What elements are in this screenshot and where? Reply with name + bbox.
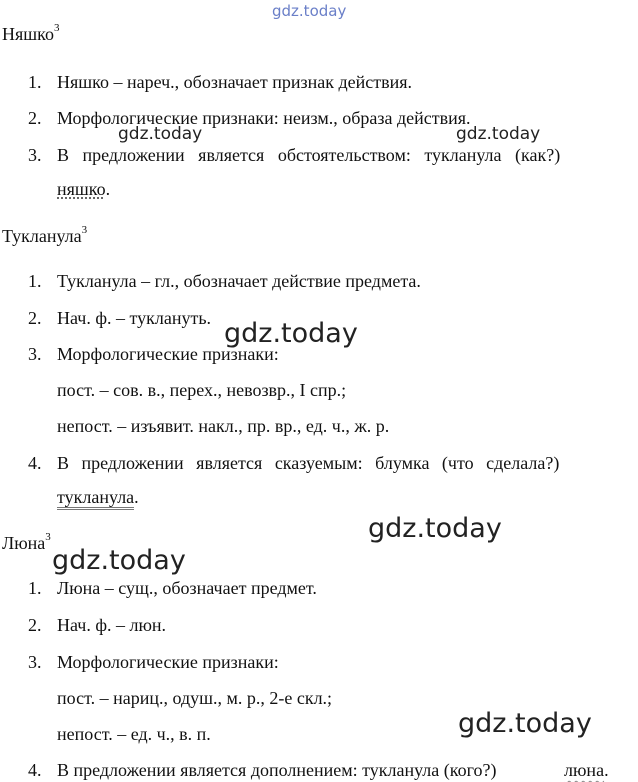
item-text: Морфологические признаки: [57, 344, 279, 364]
item-number: 1. [28, 578, 42, 598]
item-text: В предложении является сказуемым: блумка (что сделала?) [57, 453, 560, 473]
watermark: gdz.today [368, 513, 502, 544]
item-continuation: тукланула. [57, 487, 139, 508]
item-subline: непост. – изъявит. накл., пр. вр., ед. ч., ж. р. [57, 416, 390, 436]
item-number: 2. [28, 108, 42, 128]
watermark-top: gdz.today [272, 2, 347, 20]
item-subline: пост. – сов. в., перех., невозвр., I спр.; [57, 380, 347, 400]
item-text: В предложении является обстоятельством: тукланула (как?) [57, 145, 561, 165]
item-subline: пост. – нариц., одуш., м. р., 2-е скл.; [57, 688, 333, 708]
item-text: В предложении является дополнением: тукланула (кого?) [57, 760, 497, 780]
watermark: gdz.today [224, 318, 358, 349]
watermark: gdz.today [458, 708, 592, 739]
item-number: 4. [28, 760, 42, 780]
item-number: 2. [28, 308, 42, 328]
item-number: 3. [28, 145, 42, 165]
item-text: Морфологические признаки: [57, 652, 279, 672]
item-text: Морфологические признаки: неизм., образа действия. [57, 108, 471, 128]
heading-word: Тукланула [2, 226, 82, 246]
heading-sup: 3 [53, 22, 60, 34]
item-text: Люна – сущ., обозначает предмет. [57, 578, 317, 598]
item-number: 2. [28, 615, 42, 635]
heading-sup: 3 [81, 224, 88, 236]
heading-word: Люна [2, 533, 46, 553]
item-continuation: люна. [564, 760, 609, 780]
underlined-word: тукланула [57, 487, 134, 510]
item-number: 1. [28, 72, 42, 92]
watermark: gdz.today [52, 545, 186, 576]
section-heading [2, 533, 51, 554]
item-text: Няшко – нареч., обозначает признак действия. [57, 72, 413, 92]
underlined-word: няшко [57, 179, 106, 199]
item-text: Тукланула – гл., обозначает действие предмета. [57, 271, 421, 291]
underlined-word: люна [564, 760, 605, 780]
heading-sup: 3 [45, 531, 51, 543]
heading-word: Няшко [2, 24, 54, 44]
item-number: 3. [28, 344, 42, 364]
watermark: gdz.today [456, 124, 541, 144]
item-subline: непост. – ед. ч., в. п. [57, 724, 211, 744]
item-number: 1. [28, 271, 42, 291]
item-continuation: няшко. [57, 179, 111, 199]
section-heading [2, 24, 59, 45]
section-heading [2, 226, 87, 247]
item-number: 4. [28, 453, 42, 473]
watermark: gdz.today [118, 124, 203, 144]
item-text: Нач. ф. – туклануть. [57, 308, 212, 328]
item-number: 3. [28, 652, 42, 672]
item-text: Нач. ф. – люн. [57, 615, 167, 635]
